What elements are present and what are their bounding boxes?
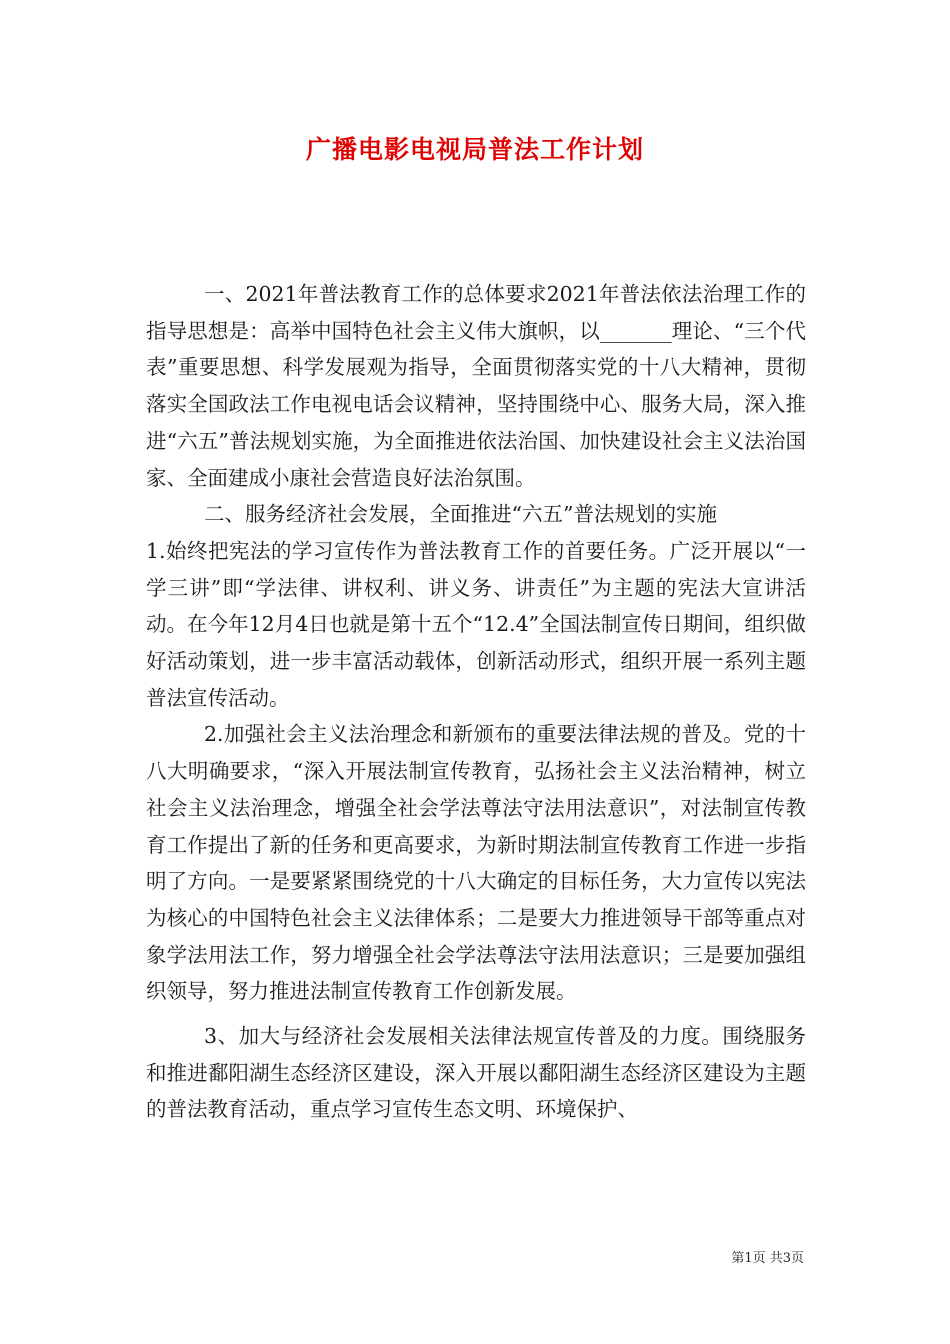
paragraph-general-requirements: 一、2021年普法教育工作的总体要求2021年普法依法治理工作的指导思想是：高举中国特色社会主义伟大旗帜，以_______理论、“三个代表”重要思想、科学发展观为指导，全面贯彻落实党的十八大精神，贯彻落实全国政法工作电视电话会议精神，坚持围绕中心、服务大局，深入推进“六五”普法规划实施，为全面推进依法治国、加快建设社会主义法治国家、全面建成小康社会营造良好法治氛围。	[146, 282, 806, 490]
paragraph-item-2: 2.加强社会主义法治理念和新颁布的重要法律法规的普及。党的十八大明确要求，“深入开展法制宣传教育，弘扬社会主义法治精神，树立社会主义法治理念，增强全社会学法尊法守法用法意识”，对法制宣传教育工作提出了新的任务和更高要求，为新时期法制宣传教育工作进一步指明了方向。一是要紧紧围绕党的十八大确定的目标任务，大力宣传以宪法为核心的中国特色社会主义法律体系；二是要大力推进领导干部等重点对象学法用法工作，努力增强全社会学法尊法守法用法意识；三是要加强组织领导，努力推进法制宣传教育工作创新发展。	[146, 722, 806, 1004]
paragraph-item-1: 1.始终把宪法的学习宣传作为普法教育工作的首要任务。广泛开展以“一学三讲”即“学法律、讲权利、讲义务、讲责任”为主题的宪法大宣讲活动。在今年12月4日也就是第十五个“12.4”全国法制宣传日期间，组织做好活动策划，进一步丰富活动载体，创新活动形式，组织开展一系列主题普法宣传活动。	[146, 538, 806, 710]
paragraph-section-two-heading: 二、服务经济社会发展，全面推进“六五”普法规划的实施	[204, 502, 717, 527]
page-number-footer: 第1页 共3页	[731, 1251, 804, 1266]
document-title: 广播电影电视局普法工作计划	[305, 135, 644, 164]
document-body	[146, 276, 806, 1128]
paragraph-item-3: 3、加大与经济社会发展相关法律法规宣传普及的力度。围绕服务和推进鄱阳湖生态经济区建设，深入开展以鄱阳湖生态经济区建设为主题的普法教育活动，重点学习宣传生态文明、环境保护、	[146, 1024, 806, 1122]
